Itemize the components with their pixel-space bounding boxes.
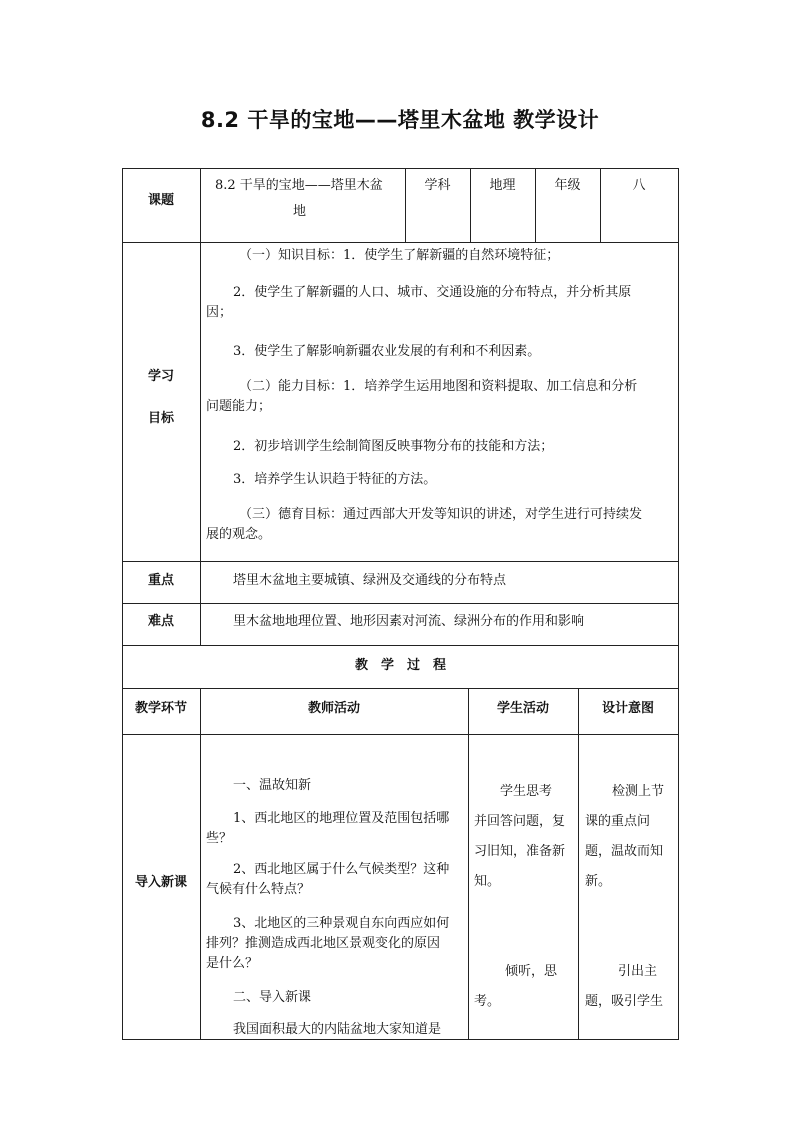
objective-item: 3．使学生了解影响新疆农业发展的有利和不利因素。 (233, 344, 541, 359)
teacher-line: 气候有什么特点？ (206, 882, 311, 897)
intent-line: 题，吸引学生 (585, 994, 664, 1009)
objective-item: 展的观念。 (206, 527, 272, 542)
row-divider (122, 645, 679, 646)
objective-item: 2．使学生了解新疆的人口、城市、交通设施的分布特点，并分析其原 (233, 285, 632, 300)
column-student: 学生活动 (496, 701, 549, 716)
grade-value: 八 (632, 178, 646, 193)
document-title: 8.2 干旱的宝地——塔里木盆地 教学设计 (200, 108, 600, 132)
row-divider (122, 561, 679, 562)
column-teacher: 教师活动 (307, 701, 360, 716)
student-line: 倾听，思 (505, 964, 558, 979)
intent-line: 引出主 (618, 964, 658, 979)
col-divider (200, 688, 201, 1040)
objectives-label-line1: 学习 (147, 369, 174, 384)
key-point-text: 塔里木盆地主要城镇、绿洲及交通线的分布特点 (233, 573, 507, 588)
objective-item: （一）知识目标：1．使学生了解新疆的自然环境特征； (239, 248, 560, 263)
student-line: 考。 (474, 994, 501, 1009)
subject-value: 地理 (489, 178, 516, 193)
intent-line: 课的重点问 (585, 814, 651, 829)
row-divider (122, 603, 679, 604)
col-divider (468, 688, 469, 1040)
objective-item: 2．初步培训学生绘制简图反映事物分布的技能和方法； (233, 439, 554, 454)
col-divider (200, 168, 201, 645)
topic-value-line2: 地 (293, 204, 307, 219)
intent-line: 新。 (585, 874, 612, 889)
student-line: 习旧知，准备新 (474, 844, 566, 859)
intro-stage-label: 导入新课 (134, 875, 187, 890)
topic-value (215, 175, 405, 223)
table-border-left (122, 168, 123, 1040)
teacher-line: 3、北地区的三种景观自东向西应如何 (233, 916, 450, 931)
objective-item: 因； (206, 305, 233, 320)
column-intent: 设计意图 (601, 701, 654, 716)
teacher-line: 些？ (206, 831, 233, 846)
process-header: 教 学 过 程 (354, 658, 446, 673)
topic-value-line1: 8.2 干旱的宝地——塔里木盆 (215, 178, 383, 193)
grade-label: 年级 (554, 178, 581, 193)
teacher-line: 排列？推测造成西北地区景观变化的原因 (206, 936, 441, 951)
student-line: 学生思考 (500, 784, 553, 799)
objective-item: （二）能力目标：1．培养学生运用地图和资料提取、加工信息和分析 (239, 379, 638, 394)
objectives-label-line2: 目标 (147, 411, 174, 426)
student-line: 知。 (474, 874, 501, 889)
intent-line: 检测上节 (612, 784, 665, 799)
teacher-line: 我国面积最大的内陆盆地大家知道是 (233, 1022, 442, 1037)
row-divider (122, 734, 679, 735)
col-divider (578, 688, 579, 1040)
topic-label: 课题 (147, 193, 174, 208)
table-border-right (678, 168, 679, 1040)
column-stage: 教学环节 (134, 701, 187, 716)
subject-label: 学科 (424, 178, 451, 193)
objective-item: （三）德育目标：通过西部大开发等知识的讲述，对学生进行可持续发 (239, 507, 643, 522)
objective-item: 问题能力； (206, 399, 272, 414)
table-border-top (122, 168, 679, 169)
teacher-line: 二、导入新课 (233, 990, 312, 1005)
row-divider (122, 688, 679, 689)
teacher-line: 一、温故知新 (233, 778, 312, 793)
key-point-label: 重点 (147, 573, 174, 588)
teacher-line: 1、西北地区的地理位置及范围包括哪 (233, 811, 450, 826)
teacher-line: 是什么？ (206, 956, 259, 971)
difficulty-text: 里木盆地地理位置、地形因素对河流、绿洲分布的作用和影响 (233, 614, 585, 629)
teacher-line: 2、西北地区属于什么气候类型？这种 (233, 862, 450, 877)
student-line: 并回答问题，复 (474, 814, 566, 829)
row-divider (122, 242, 679, 243)
difficulty-label: 难点 (147, 614, 174, 629)
objective-item: 3．培养学生认识趋于特征的方法。 (233, 472, 437, 487)
intent-line: 题，温故而知 (585, 844, 664, 859)
